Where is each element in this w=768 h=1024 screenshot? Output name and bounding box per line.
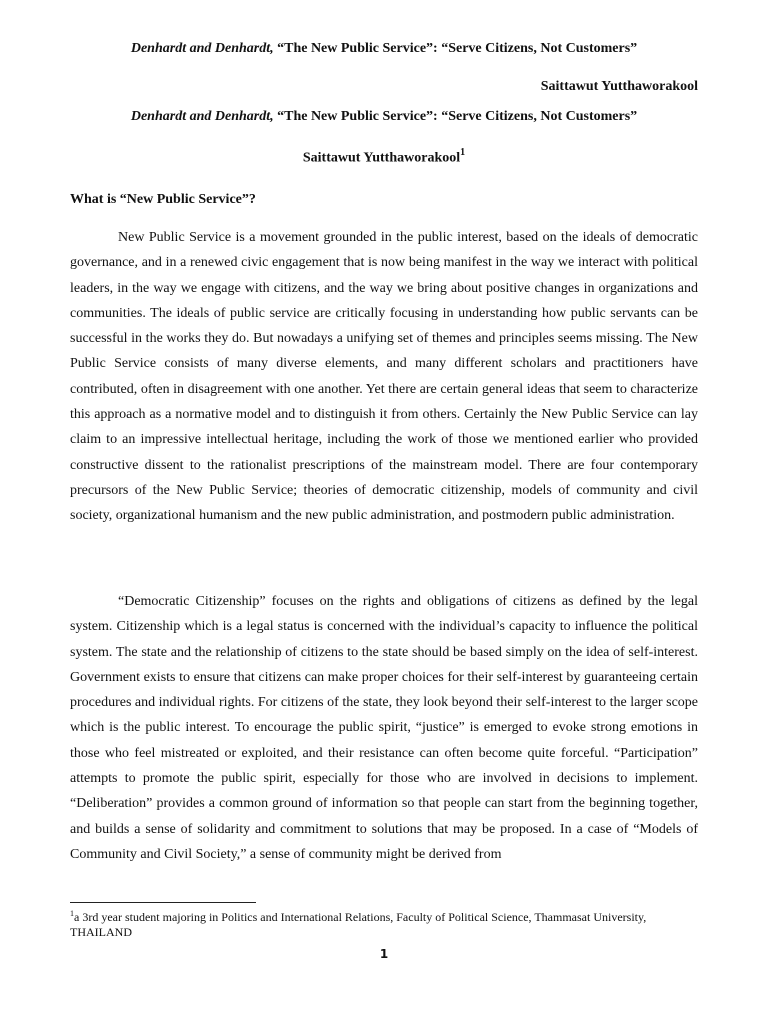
body-paragraph: New Public Service is a movement grounded in the public interest, based on the ideals of democratic governance, and in a renewed civic engagement that is now being manifest in the way we interact with political leaders, in the way we engage with citizens, and the way we bring about positive changes in organizations and communities. The ideals of public service are critically focusing in understanding how public servants can be successful in the works they do. But nowadays a unifying set of themes and principles seems missing. The New Public Service consists of many diverse elements, and many different scholars and practitioners have contributed, often in disagreement with one another. Yet there are certain general ideas that seem to characterize this approach as a normative model and to distinguish it from others. Certainly the New Public Service can lay claim to an impressive intellectual heritage, including the work of those we mentioned earlier who provided constructive dissent to the rationalist prescriptions of the mainstream model. There are four contemporary precursors of the New Public Service; theories of democratic citizenship, models of community and civil society, organizational humanism and the new public administration, and postmodern public administration.	[70, 230, 698, 524]
footnote-text: a 3rd year student majoring in Politics and International Relations, Faculty of Political Science, Thammasat University, THAILAND	[70, 910, 647, 939]
footnote-mark: 1	[70, 909, 74, 918]
document-author	[70, 145, 698, 168]
document-title-authors: Denhardt and Denhardt,	[130, 109, 274, 124]
running-header-title	[70, 40, 698, 58]
body-paragraph: “Democratic Citizenship” focuses on the rights and obligations of citizens as defined by the legal system. Citizenship which is a legal status is concerned with the individual’s capacity to influence the political system. The state and the relationship of citizens to the state should be based simply on the idea of self-interest. Government exists to ensure that citizens can make proper choices for their self-interest by guaranteeing certain procedures and individual rights. For citizens of the state, they look beyond their self-interest to the larger scope which is the public interest. To encourage the public spirit, “justice” is emerged to evoke strong emotions in those who feel mistreated or exploited, and their resistance can often become quite forceful. “Participation” attempts to promote the public spirit, especially for those who are involved in decisions to implement. “Deliberation” provides a common ground of information so that people can start from the beginning together, and builds a sense of solidarity and commitment to solutions that may be proposed. In a case of “Models of Community and Civil Society,” a sense of community might be derived from	[70, 594, 698, 862]
document-title	[70, 108, 698, 126]
page-number: 1	[379, 947, 389, 961]
running-header-authors: Denhardt and Denhardt,	[130, 41, 274, 56]
footnote	[70, 906, 710, 940]
footnote-reference[interactable]: 1	[460, 147, 466, 158]
running-header-title-text: “The New Public Service”: “Serve Citizens, Not Customers”	[277, 41, 638, 56]
running-header-author: Saittawut Yutthaworakool	[540, 79, 698, 94]
footnote-divider	[70, 902, 256, 903]
document-author-name: Saittawut Yutthaworakool	[302, 150, 461, 166]
section-heading: What is “New Public Service”?	[70, 192, 256, 207]
document-title-text: “The New Public Service”: “Serve Citizens, Not Customers”	[277, 109, 638, 124]
